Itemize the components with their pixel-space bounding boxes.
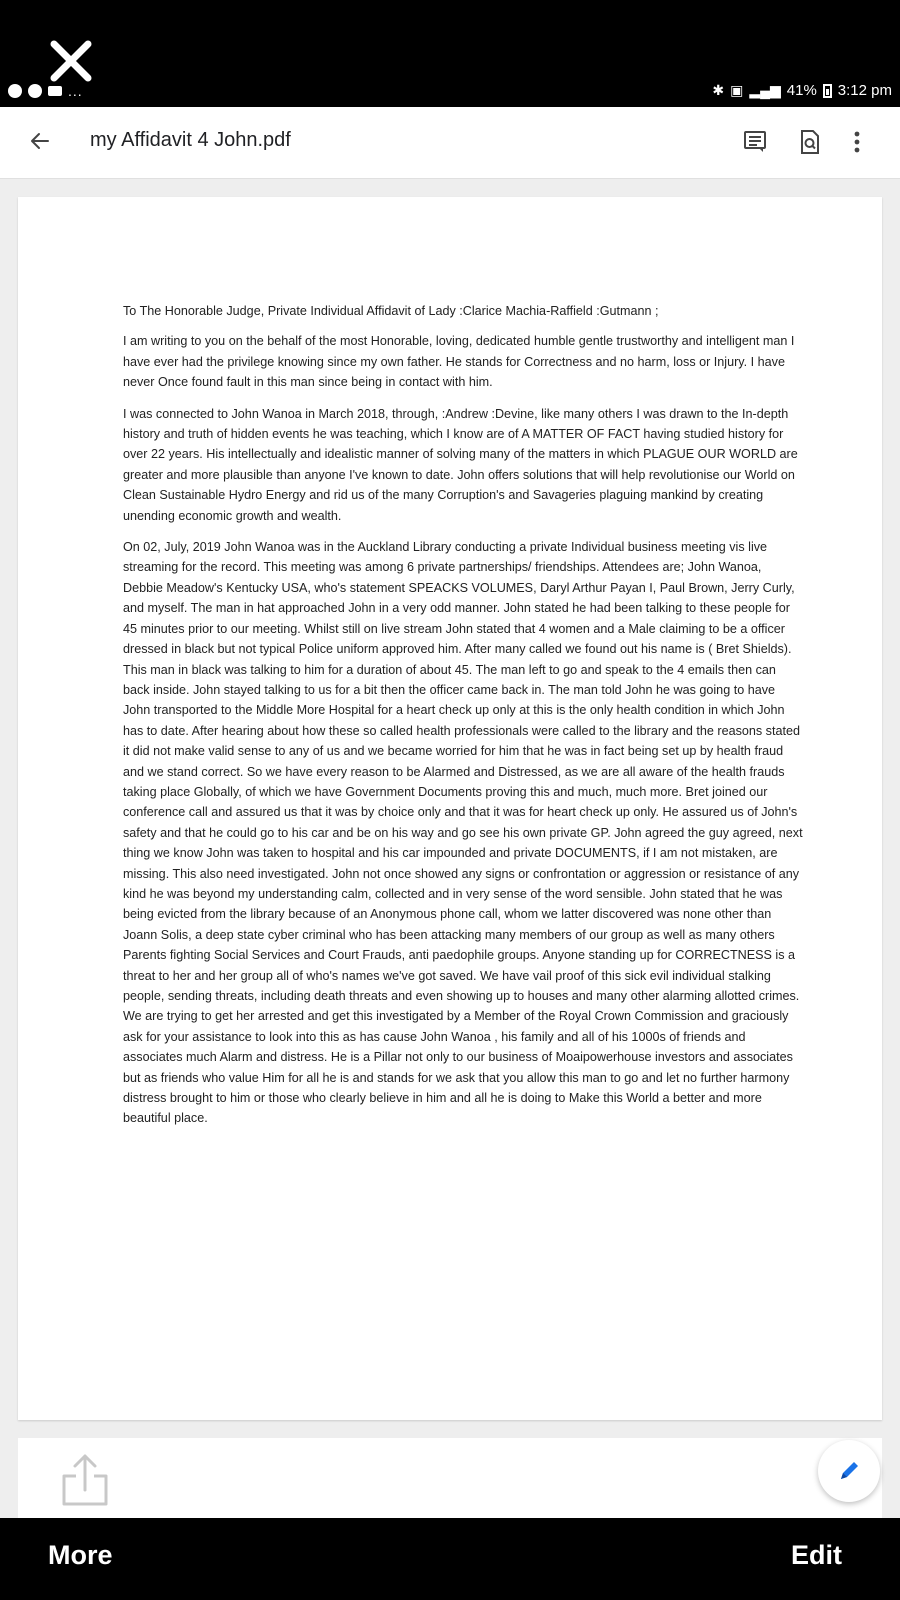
app-bar bbox=[0, 107, 900, 179]
clock: 3:12 pm bbox=[837, 82, 892, 99]
notification-icon bbox=[28, 84, 42, 98]
pencil-icon bbox=[836, 1458, 862, 1484]
pdf-page[interactable] bbox=[18, 197, 882, 1420]
overflow-menu-icon[interactable] bbox=[849, 129, 865, 155]
nfc-icon: ▣ bbox=[730, 82, 744, 98]
notification-icon bbox=[8, 84, 22, 98]
paragraph-salutation: To The Honorable Judge, Private Individual Affidavit of Lady :Clarice Machia-Raffield :Gutmann ; bbox=[123, 304, 659, 318]
comment-icon[interactable] bbox=[742, 129, 768, 155]
more-button[interactable]: More bbox=[48, 1540, 113, 1570]
search-document-icon[interactable] bbox=[797, 129, 823, 155]
share-icon[interactable] bbox=[58, 1450, 112, 1508]
document-body bbox=[123, 301, 803, 1140]
pdf-page-next[interactable] bbox=[18, 1438, 882, 1518]
bluetooth-icon: ✱ bbox=[712, 82, 725, 98]
edit-fab-button[interactable] bbox=[818, 1440, 880, 1502]
document-title: my Affidavit 4 John.pdf bbox=[90, 129, 291, 151]
paragraph: On 02, July, 2019 John Wanoa was in the Auckland Library conducting a private Individual business meeting vis live streaming for the record. This meeting was among 6 private partnerships/ friendships. Attendees are; John Wanoa, Debbie Meadow's Kentucky USA, who's statement SPEACKS VOLUMES, Daryl Arthur Payan I, Paul Brown, Jerry Curly, and myself. The man in hat approached John in a very odd manner. John stated he had been talking to these people for 45 minutes prior to our meeting. Whilst still on live stream John stated that 4 women and a Male claiming to be a officer dressed in black but not typical Police uniform approved him. After many called we found out his name is ( Bret Shields). This man in black was talking to him for a duration of about 45. The man left to go and speak to the 4 emails then can back inside. John stayed talking to us for a bit then the officer came back in. The man told John he was going to have John transported to the Middle More Hospital for a heart check up only at this is the only health condition in which John has to date. After hearing about how these so called health professionals were called to the library and the reasons stated it did not make valid sense to any of us and we became worried for him that he was in fact being set up by health fraud and we stand correct. So we have every reason to be Alarmed and Distressed, as we are all aware of the health frauds taking place Globally, of which we have Government Documents proving this and much, much more. Bret joined our conference call and assured us that it was by choice only and that it was for heart check up only. He assured us of John's safety and that he could go to his car and be on his way and go see his own private GP. John agreed the guy agreed, next thing we know John was taken to hospital and his car impounded and private DOCUMENTS, if I am not mistaken, are missing. This also need investigated. John not once showed any signs or confrontation or aggression or resistance of any kind he was beyond my understanding calm, collected and in very sense of the word sensible. John stated that he was being evicted from the library because of an Anonymous phone call, whom we latter discovered was none other than Joann Solis, a deep state cyber criminal who has been attacking many members of our group as well as many others Parents fighting Social Services and Court Frauds, anti paedophile groups. Anyone standing up for CORRECTNESS is a threat to her and her group all of who's names we've got saved. We have vail proof of this sick evil individual stalking people, sending threats, including death threats and even showing up to houses and many other alarming allotted crimes. We are trying to get her arrested and get this investigated by a Member of the Royal Crown Commission and graciously ask for your assistance to look into this as has cause John Wanoa , his family and all of his 1000s of friends and associates much Alarm and distress. He is a Pillar not only to our business of Moaipowerhouse investors and associates but as friends who value Him for all he is and stands for we ask that you allow this man to go and let no further harmony distress brought to him or those who clearly believe in him and all he is doing to Make this World a better and more beautiful place. bbox=[123, 540, 803, 1126]
bottom-bar bbox=[0, 1518, 900, 1600]
status-bar bbox=[0, 0, 900, 107]
system-status bbox=[712, 82, 892, 99]
back-arrow-icon[interactable] bbox=[28, 129, 52, 153]
close-icon[interactable] bbox=[46, 36, 96, 86]
edit-button[interactable]: Edit bbox=[791, 1540, 842, 1570]
notification-icons bbox=[8, 84, 83, 98]
battery-percent: 41% bbox=[786, 82, 817, 99]
more-notifications: ... bbox=[68, 83, 83, 99]
paragraph: I was connected to John Wanoa in March 2018, through, :Andrew :Devine, like many others I was drawn to the In-depth history and truth of hidden events he was teaching, which I know are of A MATTER OF FACT having studied history for over 22 years. His intellectually and idealistic manner of solving many of the matters in which PLAGUE OUR WORLD are greater and more plausible than anyone I've known to date. John offers solutions that will help revolutionise our World on Clean Sustainable Hydro Energy and rid us of the many Corruption's and Savageries plaguing mankind by creating unending economic growth and wealth. bbox=[123, 406, 798, 523]
signal-icon: ▂▄▆ bbox=[749, 82, 781, 98]
message-icon bbox=[48, 86, 62, 96]
battery-icon bbox=[823, 84, 832, 98]
paragraph: I am writing to you on the behalf of the most Honorable, loving, dedicated humble gentle trustworthy and intelligent man I have ever had the privilege knowing since my own father. He stands for Correctness and no harm, loss or Injury. I have never Once found fault in this man since being in contact with him. bbox=[123, 334, 795, 390]
